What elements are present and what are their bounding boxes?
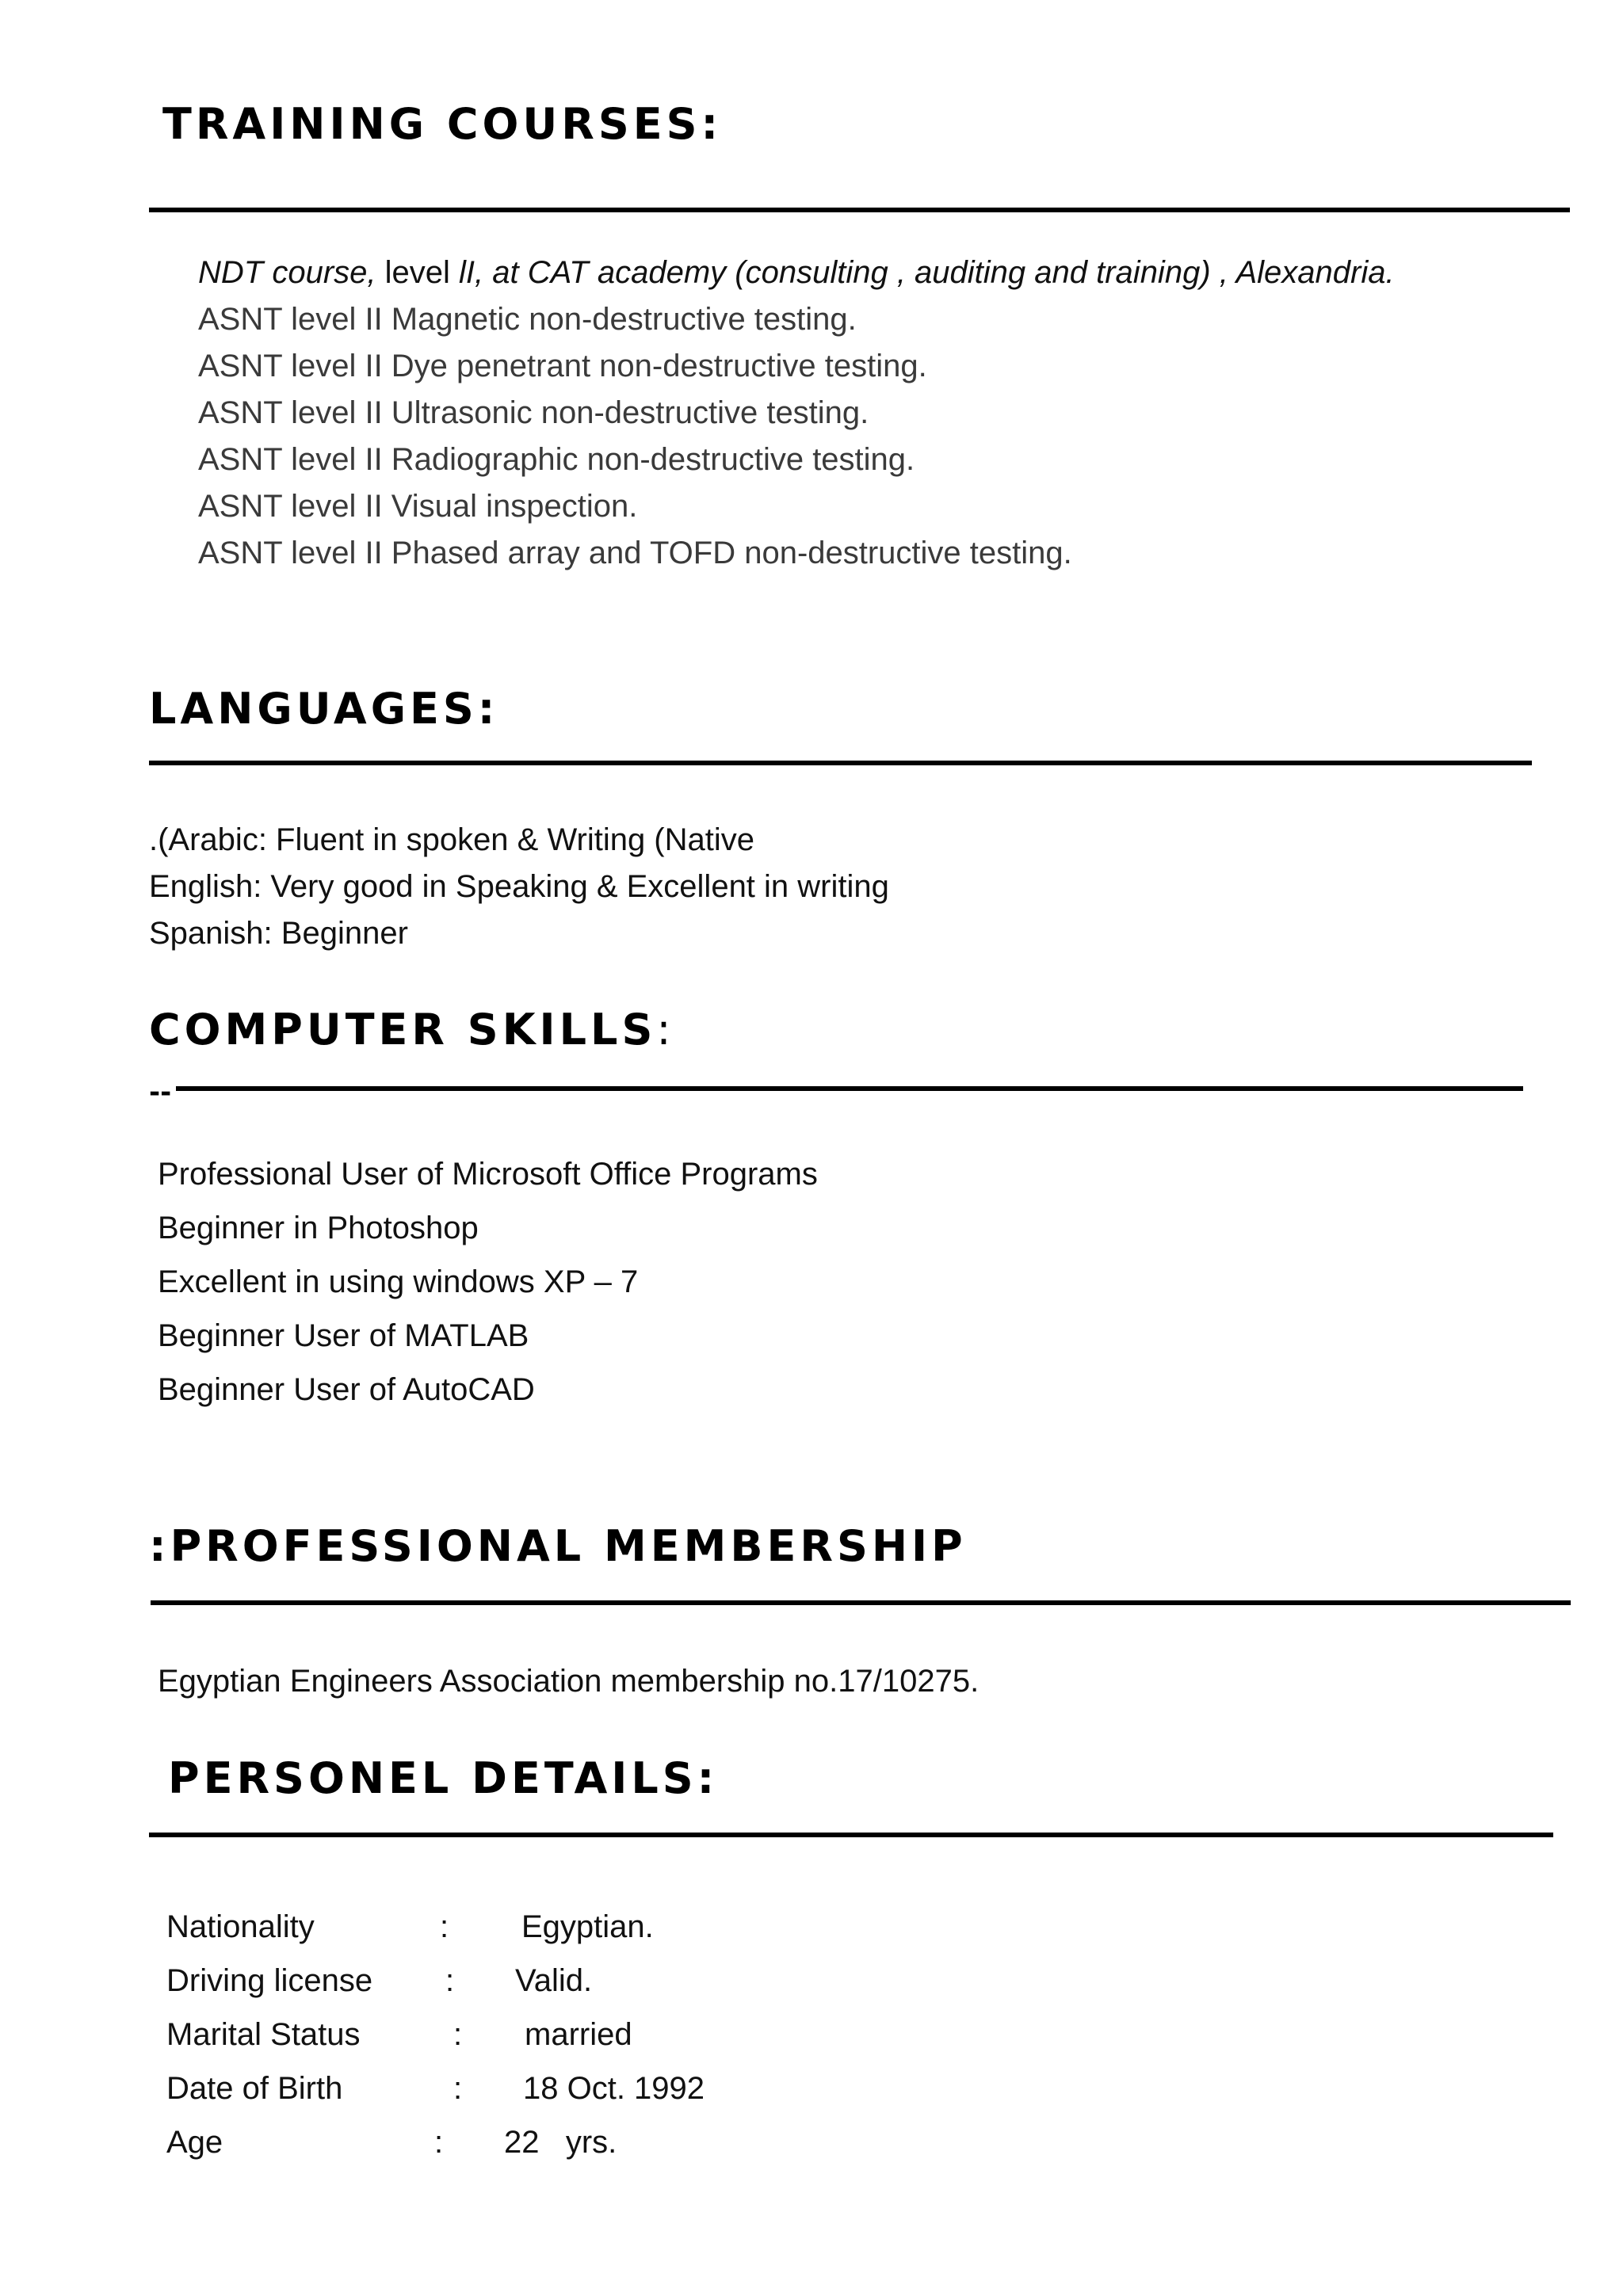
- languages-list: [149, 817, 889, 957]
- computer-skills-heading: [149, 1005, 671, 1055]
- training-course-intro-detail: lI, at CAT academy (consulting , auditing and training) , Alexandria.: [459, 255, 1395, 290]
- computer-skills-list: [158, 1147, 818, 1417]
- computer-skills-dash-mark: --: [149, 1077, 172, 1108]
- training-course-item: ASNT level II Magnetic non-destructive testing.: [198, 302, 857, 337]
- personal-detail-row-date-of-birth: [166, 2061, 880, 2115]
- language-item: Spanish: Beginner: [149, 916, 408, 951]
- personal-detail-separator: :: [453, 2071, 463, 2106]
- personal-detail-value: married: [525, 2017, 632, 2052]
- personal-detail-label: Marital Status: [166, 2017, 361, 2052]
- personal-detail-label: Date of Birth: [166, 2071, 343, 2106]
- computer-skill-item: Excellent in using windows XP – 7: [158, 1264, 639, 1299]
- computer-skill-item: Beginner User of MATLAB: [158, 1318, 529, 1353]
- training-courses-list: [198, 250, 1395, 577]
- computer-skill-item: Beginner in Photoshop: [158, 1211, 479, 1245]
- language-item: English: Very good in Speaking & Excellent in writing: [149, 869, 889, 904]
- personal-detail-value: 22 yrs.: [504, 2125, 617, 2160]
- training-courses-divider: [149, 208, 1570, 212]
- training-course-item: ASNT level II Ultrasonic non-destructive testing.: [198, 395, 869, 430]
- personal-details-table: [166, 1900, 880, 2169]
- personal-detail-row-marital-status: [166, 2008, 880, 2061]
- personal-details-heading: PERSONEL DETAILS:: [168, 1753, 719, 1803]
- personal-detail-row-driving-license: [166, 1954, 880, 2008]
- personal-detail-value: 18 Oct. 1992: [523, 2071, 705, 2106]
- personal-detail-separator: :: [434, 2125, 444, 2160]
- computer-skills-heading-colon: :: [656, 1005, 671, 1055]
- personal-detail-label: Nationality: [166, 1909, 315, 1944]
- computer-skill-item: Professional User of Microsoft Office Programs: [158, 1157, 818, 1192]
- professional-membership-divider: [151, 1600, 1571, 1605]
- personal-detail-label: Age: [166, 2125, 223, 2160]
- personal-detail-label: Driving license: [166, 1963, 373, 1998]
- language-item: .(Arabic: Fluent in spoken & Writing (Native: [149, 822, 755, 857]
- computer-skills-heading-text: COMPUTER SKILLS: [149, 1005, 657, 1055]
- personal-detail-value: Egyptian.: [521, 1909, 654, 1944]
- training-course-intro-level: level: [376, 255, 459, 290]
- professional-membership-list: [158, 1657, 979, 1705]
- languages-divider: [149, 761, 1532, 765]
- personal-detail-separator: :: [440, 1909, 449, 1944]
- training-course-item: ASNT level II Radiographic non-destructive testing.: [198, 442, 915, 477]
- training-course-intro: [198, 250, 1395, 296]
- training-course-item: ASNT level II Phased array and TOFD non-destructive testing.: [198, 536, 1072, 570]
- personal-detail-row-age: [166, 2115, 880, 2169]
- computer-skills-divider: [176, 1086, 1523, 1091]
- training-courses-heading: TRAINING COURSES:: [162, 99, 723, 149]
- languages-heading: LANGUAGES:: [149, 684, 499, 734]
- personal-details-divider: [149, 1833, 1553, 1837]
- training-course-item: ASNT level II Visual inspection.: [198, 489, 638, 524]
- professional-membership-heading: :PROFESSIONAL MEMBERSHIP: [149, 1521, 967, 1571]
- personal-detail-separator: :: [453, 2017, 463, 2052]
- training-course-intro-title: NDT course,: [198, 255, 376, 290]
- membership-item: Egyptian Engineers Association membership no.17/10275.: [158, 1664, 980, 1699]
- personal-detail-value: Valid.: [515, 1963, 593, 1998]
- personal-detail-row-nationality: [166, 1900, 880, 1954]
- computer-skill-item: Beginner User of AutoCAD: [158, 1372, 535, 1407]
- training-course-item: ASNT level II Dye penetrant non-destructive testing.: [198, 349, 927, 383]
- personal-detail-separator: :: [445, 1963, 455, 1998]
